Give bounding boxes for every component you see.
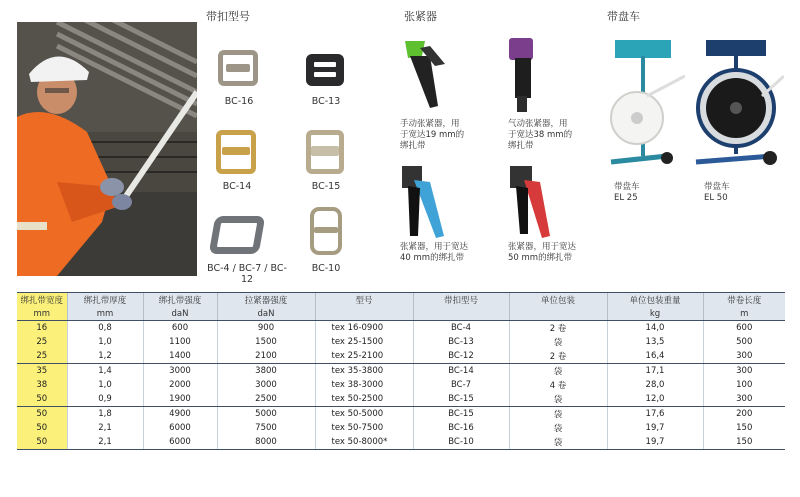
table-cell: 19,7: [607, 421, 703, 435]
table-cell: 50: [17, 435, 67, 450]
column-unit: mm: [17, 307, 67, 321]
column-unit: m: [703, 307, 785, 321]
table-cell: 150: [703, 421, 785, 435]
table-cell: 50: [17, 421, 67, 435]
table-cell: BC-13: [413, 335, 509, 349]
table-cell: 17,6: [607, 407, 703, 422]
table-cell: BC-10: [413, 435, 509, 450]
table-cell: 600: [703, 321, 785, 336]
buckle-label: BC-13: [311, 96, 341, 107]
tensioners-section-title: 张紧器: [404, 10, 437, 23]
table-cell: 200: [703, 407, 785, 422]
table-cell: 2,1: [67, 435, 143, 450]
table-cell: 袋: [509, 364, 607, 379]
table-cell: 25: [17, 335, 67, 349]
tensioner-40mm-image: [400, 160, 450, 244]
buckle-label: BC-10: [311, 263, 341, 274]
table-cell: 4 卷: [509, 378, 607, 392]
table-units-row: [17, 307, 785, 321]
table-cell: 19,7: [607, 435, 703, 450]
table-cell: 袋: [509, 407, 607, 422]
column-header: 型号: [315, 293, 413, 308]
table-cell: 38: [17, 378, 67, 392]
table-cell: tex 50-7500: [315, 421, 413, 435]
spec-table: [17, 292, 785, 450]
table-cell: 500: [703, 335, 785, 349]
table-cell: 14,0: [607, 321, 703, 336]
table-cell: 16: [17, 321, 67, 336]
tensioner-50mm-image: [508, 160, 558, 244]
table-cell: 150: [703, 435, 785, 450]
table-row: [17, 349, 785, 364]
table-cell: 2 卷: [509, 349, 607, 364]
dispenser-el25-image: [607, 36, 685, 175]
table-cell: 2,1: [67, 421, 143, 435]
column-unit: daN: [217, 307, 315, 321]
table-cell: 袋: [509, 421, 607, 435]
table-cell: 900: [217, 321, 315, 336]
table-cell: 12,0: [607, 392, 703, 407]
dispenser-label: 带盘车 EL 25: [614, 182, 640, 203]
table-cell: 7500: [217, 421, 315, 435]
table-cell: tex 35-3800: [315, 364, 413, 379]
table-cell: 600: [143, 321, 217, 336]
table-cell: 300: [703, 349, 785, 364]
table-cell: BC-12: [413, 349, 509, 364]
table-cell: 1400: [143, 349, 217, 364]
table-cell: 3000: [143, 364, 217, 379]
tensioner-description: 手动张紧器，用 于宽达19 mm的 绑扎带: [400, 119, 465, 151]
buckle-label: BC-4 / BC-7 / BC-12: [207, 263, 287, 285]
dispenser-el50-image: [692, 36, 784, 175]
column-unit: [315, 307, 413, 321]
table-cell: tex 38-3000: [315, 378, 413, 392]
column-header: 绑扎带强度: [143, 293, 217, 308]
table-cell: 300: [703, 392, 785, 407]
table-cell: tex 50-5000: [315, 407, 413, 422]
table-cell: tex 50-8000*: [315, 435, 413, 450]
table-row: [17, 378, 785, 392]
table-cell: BC-14: [413, 364, 509, 379]
table-cell: 4900: [143, 407, 217, 422]
table-row: [17, 364, 785, 379]
tensioner-description: 气动张紧器，用 于宽达38 mm的 绑扎带: [508, 119, 573, 151]
table-cell: 2100: [217, 349, 315, 364]
dispensers-section-title: 带盘车: [607, 10, 640, 23]
table-cell: 1900: [143, 392, 217, 407]
table-cell: 16,4: [607, 349, 703, 364]
table-row: [17, 321, 785, 336]
manual-tensioner-image: [400, 36, 450, 120]
table-cell: 1,2: [67, 349, 143, 364]
table-cell: 5000: [217, 407, 315, 422]
table-cell: 8000: [217, 435, 315, 450]
tensioner-description: 张紧器，用于宽达 50 mm的绑扎带: [508, 242, 577, 263]
table-cell: 1,0: [67, 335, 143, 349]
table-row: [17, 421, 785, 435]
table-cell: 28,0: [607, 378, 703, 392]
table-cell: 2500: [217, 392, 315, 407]
column-header: 单位包装重量: [607, 293, 703, 308]
table-cell: 3800: [217, 364, 315, 379]
table-cell: 0,9: [67, 392, 143, 407]
table-cell: BC-7: [413, 378, 509, 392]
column-header: 绑扎带厚度: [67, 293, 143, 308]
table-row: [17, 335, 785, 349]
table-cell: 17,1: [607, 364, 703, 379]
table-cell: 25: [17, 349, 67, 364]
column-header: 带扣型号: [413, 293, 509, 308]
table-cell: 1,8: [67, 407, 143, 422]
table-cell: 13,5: [607, 335, 703, 349]
table-row: [17, 407, 785, 422]
table-cell: tex 16-0900: [315, 321, 413, 336]
buckle-label: BC-14: [222, 181, 252, 192]
buckle-label: BC-15: [311, 181, 341, 192]
table-cell: 2 卷: [509, 321, 607, 336]
column-header: 带卷长度: [703, 293, 785, 308]
table-cell: 300: [703, 364, 785, 379]
tensioner-description: 张紧器，用于宽达 40 mm的绑扎带: [400, 242, 469, 263]
table-cell: 袋: [509, 435, 607, 450]
table-cell: 1500: [217, 335, 315, 349]
buckles-section-title: 带扣型号: [206, 10, 250, 23]
table-cell: BC-16: [413, 421, 509, 435]
buckle-label: BC-16: [224, 96, 254, 107]
table-cell: 100: [703, 378, 785, 392]
table-cell: 3000: [217, 378, 315, 392]
column-unit: kg: [607, 307, 703, 321]
column-header: 绑扎带宽度: [17, 293, 67, 308]
dispenser-label: 带盘车 EL 50: [704, 182, 730, 203]
column-header: 单位包装: [509, 293, 607, 308]
table-header-row: [17, 293, 785, 308]
table-cell: 1100: [143, 335, 217, 349]
table-cell: 袋: [509, 335, 607, 349]
table-cell: BC-15: [413, 392, 509, 407]
table-cell: tex 50-2500: [315, 392, 413, 407]
column-header: 拉紧器强度: [217, 293, 315, 308]
table-cell: 50: [17, 407, 67, 422]
table-cell: 1,0: [67, 378, 143, 392]
table-cell: 6000: [143, 435, 217, 450]
table-cell: 1,4: [67, 364, 143, 379]
pneumatic-tensioner-image: [505, 36, 545, 120]
table-cell: BC-15: [413, 407, 509, 422]
table-cell: tex 25-2100: [315, 349, 413, 364]
column-unit: daN: [143, 307, 217, 321]
column-unit: mm: [67, 307, 143, 321]
table-cell: 50: [17, 392, 67, 407]
table-row: [17, 392, 785, 407]
worker-photo: [17, 22, 197, 276]
table-cell: 6000: [143, 421, 217, 435]
table-cell: tex 25-1500: [315, 335, 413, 349]
table-cell: 2000: [143, 378, 217, 392]
table-row: [17, 435, 785, 450]
column-unit: [413, 307, 509, 321]
column-unit: [509, 307, 607, 321]
table-cell: BC-4: [413, 321, 509, 336]
table-cell: 0,8: [67, 321, 143, 336]
table-cell: 袋: [509, 392, 607, 407]
table-cell: 35: [17, 364, 67, 379]
